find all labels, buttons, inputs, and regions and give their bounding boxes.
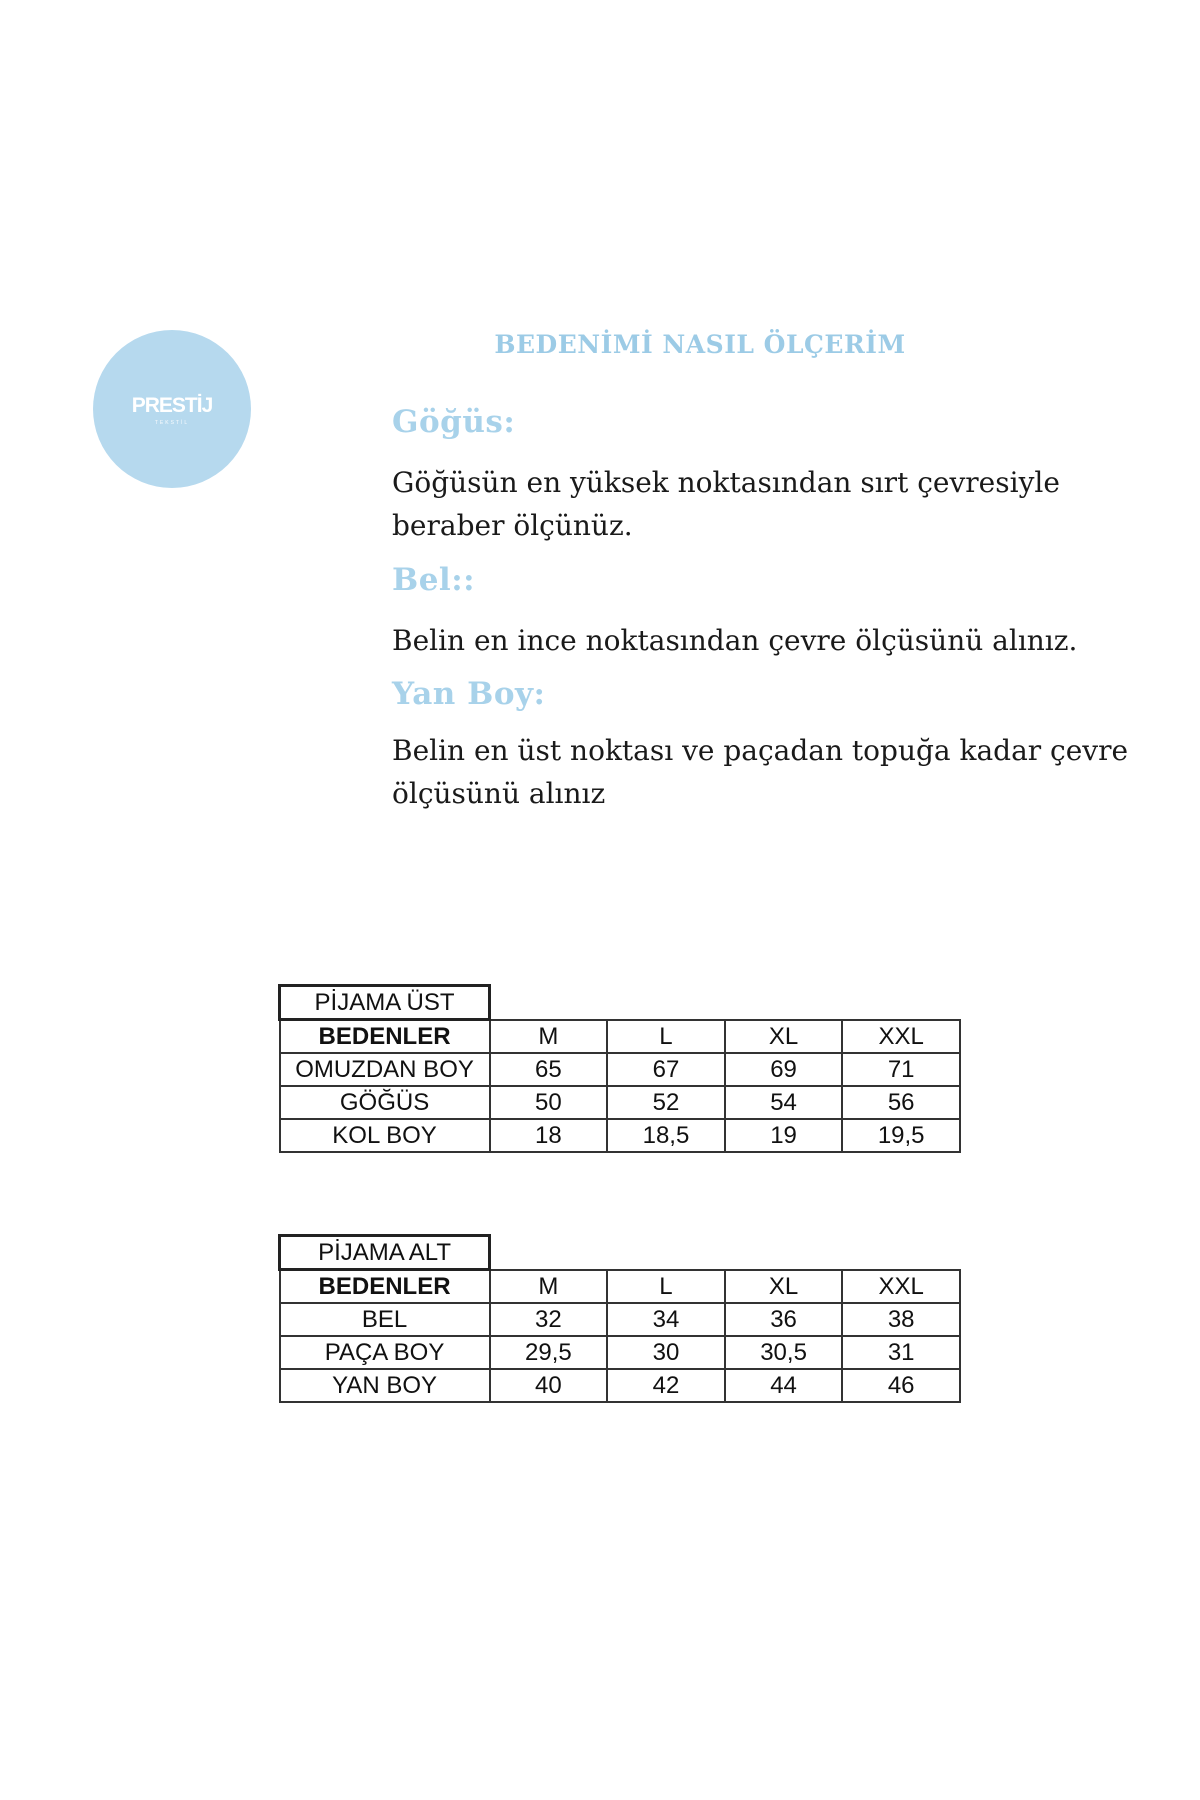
size-header: XL (725, 1270, 843, 1304)
table-row (280, 1303, 961, 1336)
row-label: KOL BOY (280, 1119, 490, 1152)
row-label: BEL (280, 1303, 490, 1336)
table-cell: 67 (607, 1053, 725, 1086)
row-label: YAN BOY (280, 1369, 490, 1402)
table-row (280, 1336, 961, 1369)
logo-subtext: TEKSTİL (154, 420, 190, 426)
brand-logo (93, 330, 251, 488)
section-body-chest: Göğüsün en yüksek noktasından sırt çevresiyle beraber ölçünüz. (392, 466, 1060, 542)
table-row (280, 1053, 961, 1086)
table-cell: 40 (490, 1369, 608, 1402)
table-cell: 69 (725, 1053, 843, 1086)
size-header: XL (725, 1020, 843, 1054)
size-header: M (490, 1270, 608, 1304)
table-cell: 54 (725, 1086, 843, 1119)
size-header: XXL (842, 1270, 960, 1304)
size-table-top (278, 984, 961, 1153)
table-cell: 46 (842, 1369, 960, 1402)
table-cell: 19,5 (842, 1119, 960, 1152)
size-header: M (490, 1020, 608, 1054)
page-title: BEDENİMİ NASIL ÖLÇERİM (494, 330, 906, 359)
size-table-bottom (278, 1234, 961, 1403)
table-cell: 34 (607, 1303, 725, 1336)
table-caption: PİJAMA ALT (280, 1236, 490, 1270)
row-label: GÖĞÜS (280, 1086, 490, 1119)
table-cell: 30 (607, 1336, 725, 1369)
section-heading-waist: Bel:: (392, 562, 476, 598)
table-cell: 44 (725, 1369, 843, 1402)
table-cell: 38 (842, 1303, 960, 1336)
size-header: L (607, 1270, 725, 1304)
table-cell: 50 (490, 1086, 608, 1119)
table-caption-row (280, 986, 961, 1020)
section-heading-chest: Göğüs: (392, 404, 516, 440)
table-cell: 71 (842, 1053, 960, 1086)
size-header: XXL (842, 1020, 960, 1054)
table-header-row (280, 1020, 961, 1054)
table-cell: 42 (607, 1369, 725, 1402)
table-cell: 36 (725, 1303, 843, 1336)
table-row (280, 1369, 961, 1402)
table-cell: 30,5 (725, 1336, 843, 1369)
table-cell: 52 (607, 1086, 725, 1119)
table-cell: 29,5 (490, 1336, 608, 1369)
table-cell: 56 (842, 1086, 960, 1119)
table-cell: 18,5 (607, 1119, 725, 1152)
row-label: OMUZDAN BOY (280, 1053, 490, 1086)
logo-text: PRESTİJ (131, 394, 213, 417)
table-header-row (280, 1270, 961, 1304)
row-label: PAÇA BOY (280, 1336, 490, 1369)
table-row (280, 1086, 961, 1119)
size-header: L (607, 1020, 725, 1054)
section-body-waist: Belin en ince noktasından çevre ölçüsünü alınız. (392, 624, 1078, 657)
table-cell: 65 (490, 1053, 608, 1086)
table-cell: 19 (725, 1119, 843, 1152)
table-caption: PİJAMA ÜST (280, 986, 490, 1020)
table-caption-row (280, 1236, 961, 1270)
table-cell: 31 (842, 1336, 960, 1369)
header-label: BEDENLER (280, 1020, 490, 1054)
section-heading-side-length: Yan Boy: (392, 676, 546, 712)
header-label: BEDENLER (280, 1270, 490, 1304)
table-cell: 18 (490, 1119, 608, 1152)
section-body-side-length: Belin en üst noktası ve paçadan topuğa kadar çevre ölçüsünü alınız (392, 734, 1129, 810)
table-cell: 32 (490, 1303, 608, 1336)
table-row (280, 1119, 961, 1152)
